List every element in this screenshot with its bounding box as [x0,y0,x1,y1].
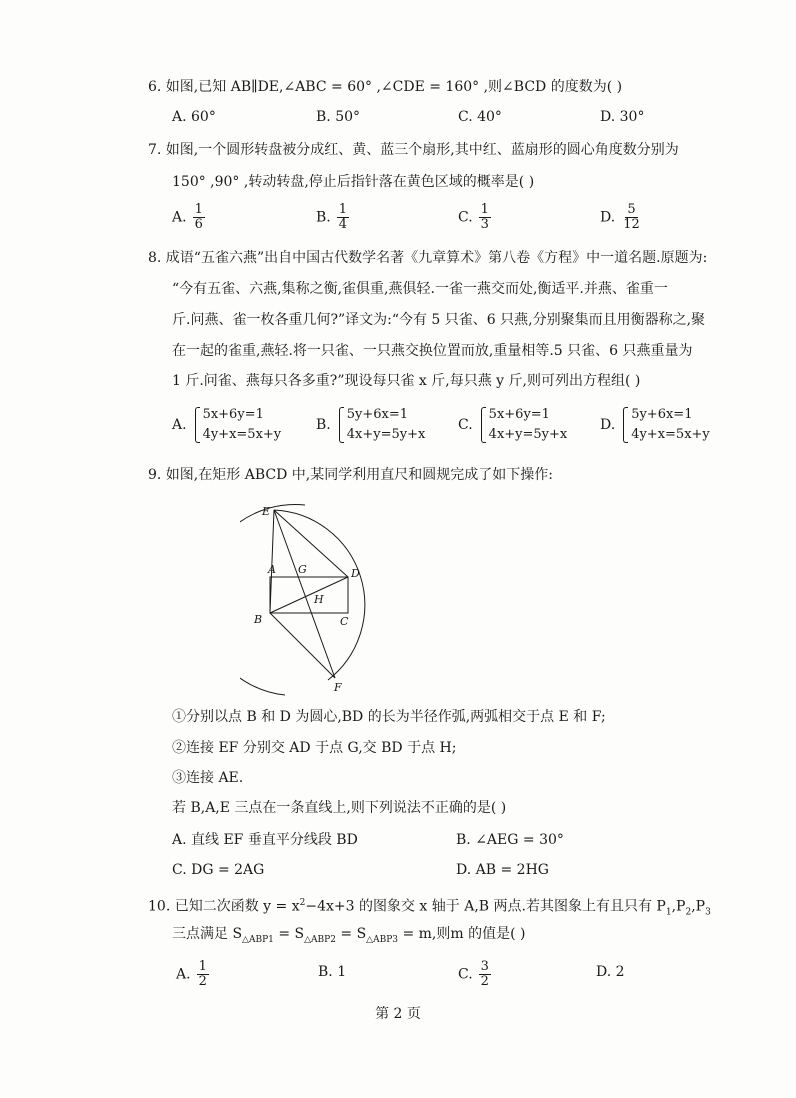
q6-option-a: A. 60° [172,109,216,125]
q9-question: 若 B,A,E 三点在一条直线上,则下列说法不正确的是( ) [172,800,507,816]
q8-option-b: B. 5y+6x=1 4x+y=5y+x [316,405,425,445]
equation-system: 5y+6x=1 4x+y=5y+x [339,405,426,445]
fraction: $\frac{1}{3}$ [480,202,489,232]
q10-stem-line-1: 10. 已知二次函数 $y = x^2-4x+3$ 的图象交 x 轴于 A,B 两点.若其图象上有且只有 $P_1,P_2,P_3$ [148,898,711,918]
fraction: $\frac{1}{4}$ [338,202,348,232]
q9-option-c: C. DG = 2AG [172,862,265,878]
q10-option-d: D. 2 [596,964,625,980]
equation-system: 5x+6y=1 4x+y=5y+x [481,405,568,445]
q7-option-d: D. $\frac{5}{12}$ [600,202,640,232]
q7-option-c: C. $\frac{1}{3}$ [458,202,489,232]
line-be [270,510,274,613]
q6-option-c: C. 40° [458,109,502,125]
q8-option-d: D. 5y+6x=1 4y+x=5x+y [600,405,710,445]
label-c: C [340,615,349,628]
q7-option-b: B. $\frac{1}{4}$ [316,202,348,232]
q8-option-a: A. 5x+6y=1 4y+x=5x+y [172,405,281,445]
q8-option-c: C. 5x+6y=1 4x+y=5y+x [458,405,567,445]
q10-option-a: A. $\frac{1}{2}$ [176,959,207,989]
q7-stem-line-1: 7. 如图,一个圆形转盘被分成红、黄、蓝三个扇形,其中红、蓝扇形的圆心角度数分别为 [148,142,679,158]
q10-stem-line-2: 三点满足 $S_{\triangle ABP1} = S_{\triangle ABP2} = S_{\triangle ABP3} = m$,则m 的值是( ) [172,926,526,945]
q9-geometry-figure [240,495,390,700]
q7-option-a: A. $\frac{1}{6}$ [172,202,203,232]
q8-stem-line-2: “今有五雀、六燕,集称之衡,雀俱重,燕俱轻.一雀一燕交而处,衡适平.并燕、雀重一 [172,281,668,297]
label-h: H [314,593,324,606]
label-a: A [268,563,276,576]
equation-system: 5x+6y=1 4y+x=5x+y [195,405,282,445]
label-e: E [262,505,271,518]
q7-stem-line-2: 150° ,90° ,转动转盘,停止后指针落在黄色区域的概率是( ) [172,174,535,190]
line-ef [274,510,335,678]
page-number: 第 2 页 [375,1006,421,1022]
q9-step-3: ③连接 AE. [172,770,244,786]
fraction: $\frac{5}{12}$ [623,202,640,232]
q8-stem-line-3: 斤.问燕、雀一枚各重几何?”译文为:“今有 5 只雀、6 只燕,分别聚集而且用衡器称之,聚 [172,312,706,328]
q6-option-b: B. 50° [316,109,361,125]
label-d: D [351,567,360,580]
q8-stem-line-4: 在一起的雀重,燕轻.将一只雀、一只燕交换位置而放,重量相等.5 只雀、6 只燕重量为 [172,343,693,359]
q9-stem: 9. 如图,在矩形 ABCD 中,某同学利用直尺和圆规完成了如下操作: [148,467,553,483]
equation-system: 5y+6x=1 4y+x=5x+y [623,405,710,445]
q9-step-1: ①分别以点 B 和 D 为圆心,BD 的长为半径作弧,两弧相交于点 E 和 F; [172,709,606,725]
q10-option-b: B. 1 [318,964,347,980]
fraction: $\frac{1}{6}$ [194,202,203,232]
q9-option-b: B. ∠AEG = 30° [456,832,564,848]
q9-option-d: D. AB = 2HG [456,862,549,878]
line-ed [274,510,348,577]
label-g: G [298,563,307,576]
arc-centered-d [240,504,305,695]
label-f: F [334,681,342,694]
q6-option-d: D. 30° [600,109,645,125]
q8-stem-line-1: 8. 成语“五雀六燕”出自中国古代数学名著《九章算术》第八卷《方程》中一道名题.原题为: [148,250,708,266]
q10-option-c: C. $\frac{3}{2}$ [458,959,489,989]
q8-stem-line-5: 1 斤.问雀、燕每只各多重?”现设每只雀 x 斤,每只燕 y 斤,则可列出方程组( ) [172,373,641,389]
q9-option-a: A. 直线 EF 垂直平分线段 BD [172,832,358,848]
q6-stem: 6. 如图,已知 AB∥DE,∠ABC = 60° ,∠CDE = 160° ,则∠BCD 的度数为( ) [148,79,623,95]
label-b: B [254,613,263,626]
q9-step-2: ②连接 EF 分别交 AD 于点 G,交 BD 于点 H; [172,740,457,756]
fraction: $\frac{3}{2}$ [480,959,489,989]
line-bf [270,613,335,678]
fraction: $\frac{1}{2}$ [198,959,207,989]
